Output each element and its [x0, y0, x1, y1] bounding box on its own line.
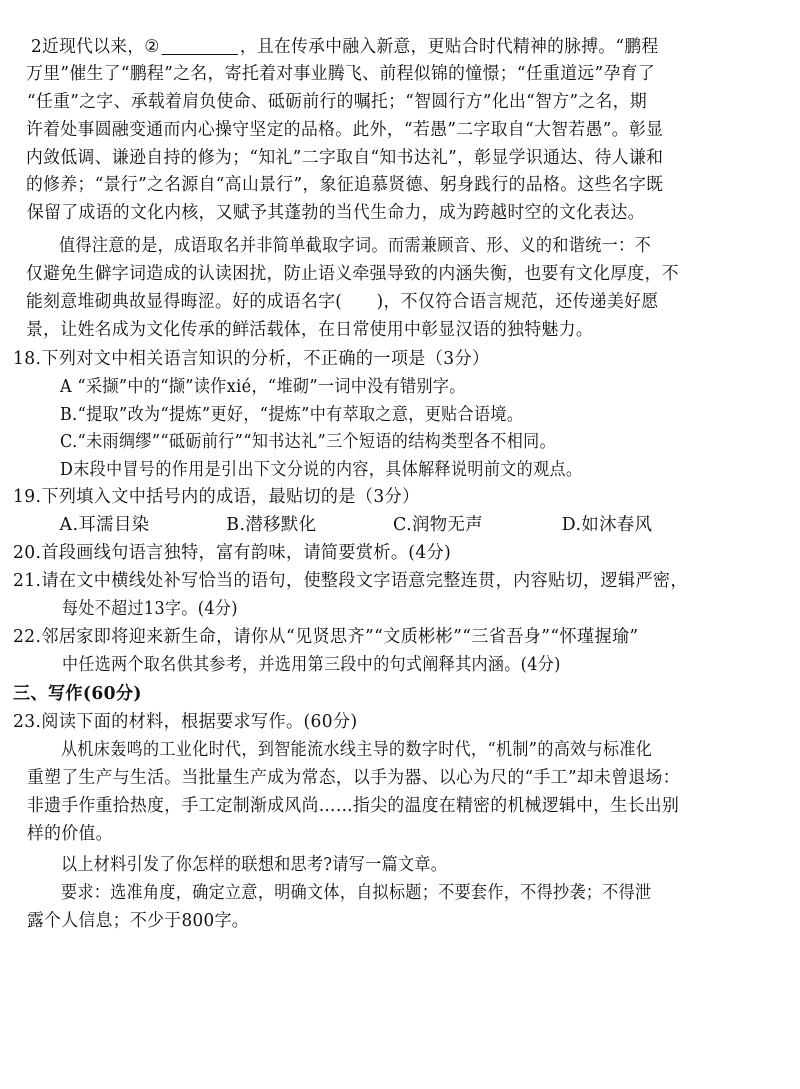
q18-option-c: C.“未雨绸缪”“砥砺前行”“知书达礼”三个短语的结构类型各不相同。 [60, 432, 557, 452]
q19-option-c: C.润物无声 [393, 515, 484, 535]
passage-p2-line3: 能刻意堆砌典故显得晦涩。好的成语名字( )，不仅符合语言规范，还传递美好愿 [26, 292, 659, 312]
fill-blank-2[interactable] [162, 36, 238, 55]
q22-line1: 22.邻居家即将迎来新生命，请你从“见贤思齐”“文质彬彬”“三省吾身”“怀瑾握瑜” [13, 627, 639, 647]
q22-line2: 中任选两个取名供其参考，并选用第三段中的句式阐释其内涵。(4分) [62, 655, 561, 675]
q23-material-line4: 样的价值。 [27, 824, 113, 844]
passage-p1-line4: 许着处事圆融变通而内心操守坚定的品格。此外，“若愚”二字取自“大智若愚”。彰显 [26, 120, 664, 140]
q23-prompt: 以上材料引发了你怎样的联想和思考?请写一篇文章。 [61, 855, 448, 875]
passage-p1-line2: 万里”催生了“鹏程”之名，寄托着对事业腾飞、前程似锦的憧憬；“任重道远”孕育了 [26, 64, 656, 84]
q21-line2: 每处不超过13字。(4分) [62, 599, 238, 619]
q19-option-a: A.耳濡目染 [59, 515, 150, 535]
q18-option-b: B.“提取”改为“提炼”更好，“提炼”中有萃取之意，更贴合语境。 [60, 405, 524, 425]
q23-requirement-line1: 要求：选准角度，确定立意，明确文体，自拟标题；不要套作，不得抄袭；不得泄 [61, 883, 652, 903]
passage-p1-line1 [31, 33, 794, 61]
q23-material-line3: 非遗手作重拾热度，手工定制渐成风尚……指尖的温度在精密的机械逻辑中，生长出别 [27, 796, 680, 816]
passage-text: 2近现代以来， [31, 37, 145, 57]
q23-material-line1: 从机床轰鸣的工业化时代，到智能流水线主导的数字时代，“机制”的高效与标准化 [61, 740, 653, 760]
passage-p1-line3: “任重”之字、承载着肩负使命、砥砺前行的嘱托；“智圆行方”化出“智方”之名，期 [27, 92, 648, 112]
passage-p1-line7: 保留了成语的文化内核，又赋予其蓬勃的当代生命力，成为跨越时空的文化表达。 [27, 203, 645, 223]
q18-stem: 18.下列对文中相关语言知识的分析，不正确的一项是（3分） [13, 349, 490, 369]
q19-option-d: D.如沐春风 [561, 515, 653, 535]
q18-option-a: A “采撷”中的“撷”读作xié，“堆砌”一词中没有错别字。 [60, 377, 466, 397]
q19-stem: 19.下列填入文中括号内的成语，最贴切的是（3分） [13, 487, 420, 507]
blank-marker: ② [144, 37, 160, 57]
passage-p1-line6: 的修养；“景行”之名源自“高山景行”，象征追慕贤德、躬身践行的品格。这些名字既 [26, 175, 664, 195]
q23-requirement-line2: 露个人信息；不少于800字。 [27, 911, 249, 931]
q20-stem: 20.首段画线句语言独特，富有韵味，请简要赏析。(4分) [13, 543, 452, 563]
passage-p2-line2: 仅避免生僻字词造成的认读困扰，防止语义牵强导致的内涵失衡，也要有文化厚度，不 [26, 264, 679, 284]
passage-p1-line5: 内敛低调、谦逊自持的修为；“知礼”二字取自“知书达礼”，彰显学识通达、待人谦和 [26, 148, 664, 168]
section3-title: 三、写作(60分) [13, 684, 142, 704]
passage-p2-line4: 景，让姓名成为文化传承的鲜活载体，在日常使用中彰显汉语的独特魅力。 [26, 320, 594, 340]
q21-line1: 21.请在文中横线处补写恰当的语句，使整段文字语意完整连贯，内容贴切，逻辑严密， [13, 571, 688, 591]
passage-text: ，且在传承中融入新意，更贴合时代精神的脉搏。“鹏程 [239, 37, 659, 57]
q23-stem: 23.阅读下面的材料，根据要求写作。(60分) [13, 712, 358, 732]
q18-option-d: D末段中冒号的作用是引出下文分说的内容，具体解释说明前文的观点。 [60, 460, 583, 480]
passage-p2-line1: 值得注意的是，成语取名并非简单截取字词。而需兼顾音、形、义的和谐统一：不 [59, 236, 652, 256]
q23-material-line2: 重塑了生产与生活。当批量生产成为常态，以手为器、以心为尺的“手工”却未曾退场： [27, 768, 680, 788]
q19-option-b: B.潜移默化 [226, 515, 317, 535]
